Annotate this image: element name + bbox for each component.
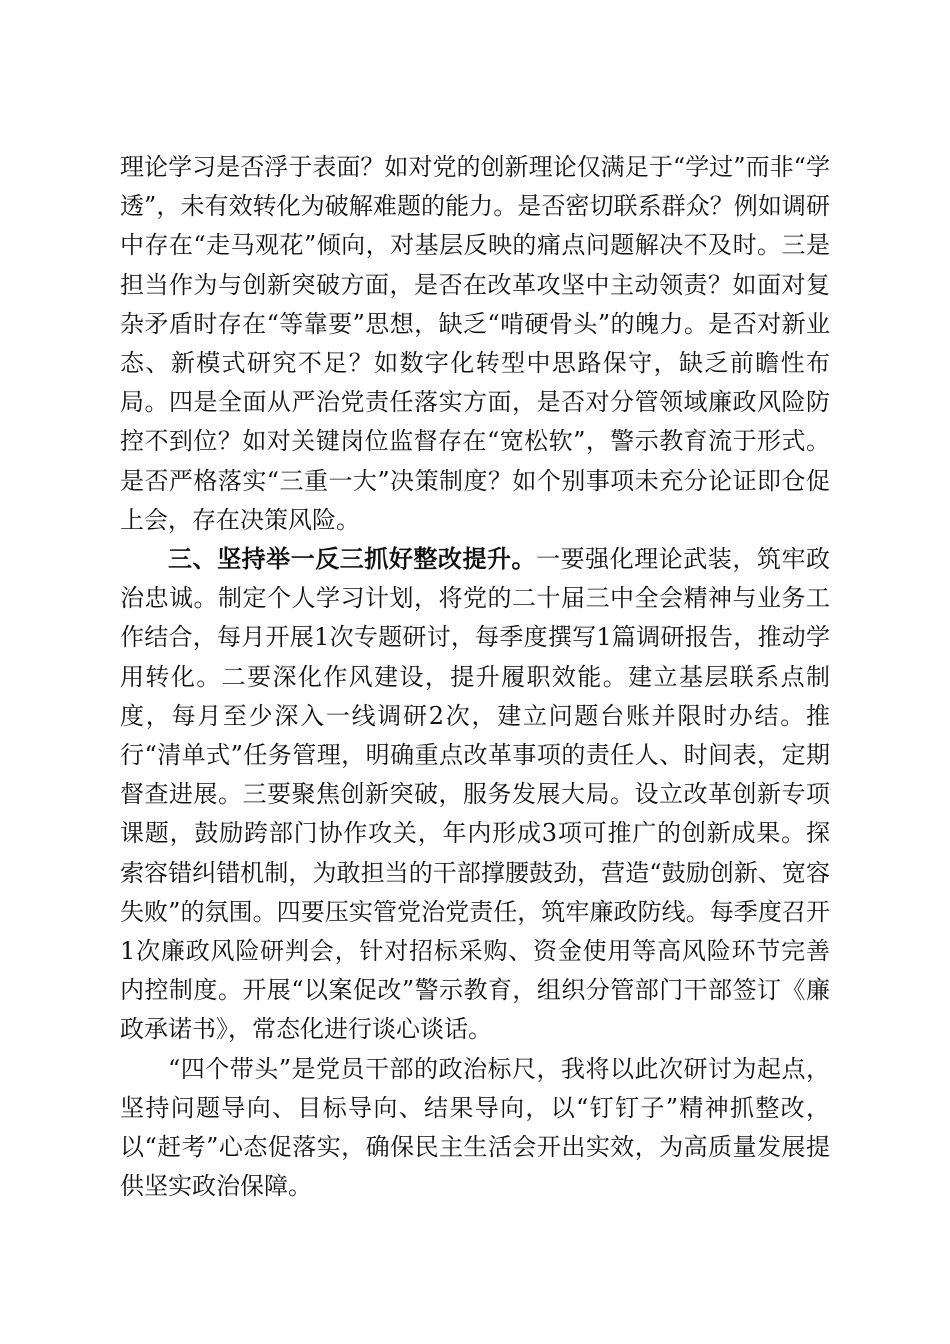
paragraph-conclusion (120, 1050, 830, 1207)
paragraph-text: “四个带头”是党员干部的政治标尺，我将以此次研讨为起点，坚持问题导向、目标导向、结果导向，以“钉钉子”精神抓整改，以“赶考”心态促落实，确保民主生活会开出实效，为高质量发展提供坚实政治保障。 (120, 1054, 830, 1201)
paragraph-continued-self-examination (120, 148, 830, 540)
paragraph-text: 一要强化理论武装，筑牢政治忠诚。制定个人学习计划，将党的二十届三中全会精神与业务工作结合，每月开展1次专题研讨，每季度撰写1篇调研报告，推动学用转化。二要深化作风建设，提升履职效能。建立基层联系点制度，每月至少深入一线调研2次，建立问题台账并限时办结。推行“清单式”任务管理，明确重点改革事项的责任人、时间表，定期督查进展。三要聚焦创新突破，服务发展大局。设立改革创新专项课题，鼓励跨部门协作攻关，年内形成3项可推广的创新成果。探索容错纠错机制，为敢担当的干部撑腰鼓劲，营造“鼓励创新、宽容失败”的氛围。四要压实管党治党责任，筑牢廉政防线。每季度召开1次廉政风险研判会，针对招标采购、资金使用等高风险环节完善内控制度。开展“以案促改”警示教育，组织分管部门干部签订《廉政承诺书》，常态化进行谈心谈话。 (120, 545, 831, 1044)
section-heading: 三、坚持举一反三抓好整改提升。 (168, 545, 537, 574)
document-body (120, 148, 830, 1206)
paragraph-text: 理论学习是否浮于表面？如对党的创新理论仅满足于“学过”而非“学透”，未有效转化为破解难题的能力。是否密切联系群众？例如调研中存在“走马观花”倾向，对基层反映的痛点问题解决不及时。三是担当作为与创新突破方面，是否在改革攻坚中主动领责？如面对复杂矛盾时存在“等靠要”思想，缺乏“啃硬骨头”的魄力。是否对新业态、新模式研究不足？如数字化转型中思路保守，缺乏前瞻性布局。四是全面从严治党责任落实方面，是否对分管领域廉政风险防控不到位？如对关键岗位监督存在“宽松软”，警示教育流于形式。是否严格落实“三重一大”决策制度？如个别事项未充分论证即仓促上会，存在决策风险。 (120, 153, 830, 534)
paragraph-section-three (120, 540, 830, 1050)
